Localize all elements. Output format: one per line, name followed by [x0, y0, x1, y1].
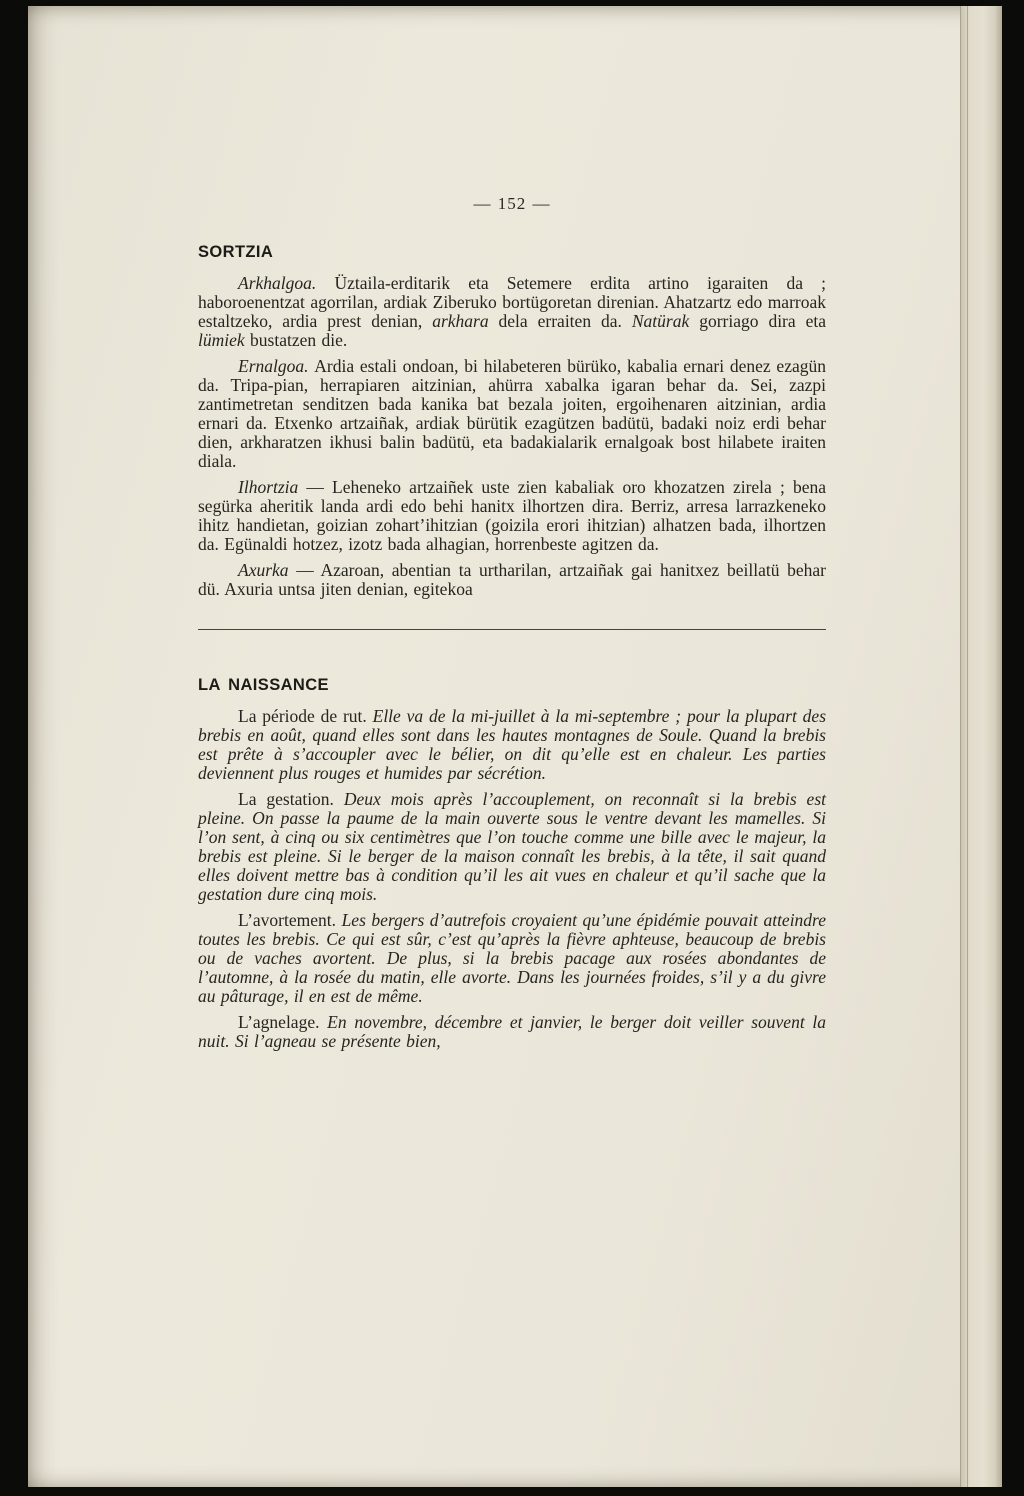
- section-heading-la-naissance: LA NAISSANCE: [198, 676, 329, 694]
- section-la-naissance: [198, 676, 826, 1051]
- page-content: [198, 194, 826, 1058]
- paragraph-text: arkhara: [432, 311, 489, 331]
- paragraph-text: Üztaila-erditarik eta Setemere erdita artino igaraiten da ; haboroenentzat agorrilan, ardiak Ziberuko bortügoretan direnian. Ahatzartz edo marroak estaltzeko, ardia prest denian,: [198, 273, 826, 331]
- paragraph-text: Ardia estali ondoan, bi hilabeteren bürüko, kabalia ernari denez ezagün da. Tripa-pian, herrapiaren aitzinian, ahürra xabalka igaran behar da. Sei, zazpi zantimetretan senditzen bada kanika bat bezala joiten, ergoihenaren aitzinian, ardia ernari da. Etxenko artzaiñak, ardiak bürütik ezagützen badütü, badaki noiz erdi behar dien, arkharatzen ikhusi balin badütü, eta badakialarik ernalgoak bost hilabete iraiten diala.: [198, 356, 826, 471]
- paragraph-lead: Ernalgoa.: [238, 356, 315, 376]
- paragraph-lead: La période de rut.: [238, 706, 373, 726]
- paragraph: [198, 274, 826, 350]
- paragraph-text: Natürak: [631, 311, 690, 331]
- paragraph: [198, 478, 826, 554]
- paragraph-text: bustatzen die.: [244, 330, 348, 350]
- paragraph: [198, 911, 826, 1006]
- page-fold-line: [967, 6, 968, 1487]
- paragraph-text: dela erraiten da.: [488, 311, 632, 331]
- paragraph-lead: Axurka: [238, 560, 297, 580]
- section-divider: [198, 629, 826, 630]
- page-edge: [960, 6, 1002, 1487]
- page-number: — 152 —: [473, 194, 551, 213]
- paragraph-lead: Ilhortzia: [238, 477, 307, 497]
- paragraph-text: En novembre, décembre et janvier, le berger doit veiller souvent la nuit. Si l’agneau se présente bien,: [198, 1012, 826, 1051]
- paragraph-text: lümiek: [198, 330, 245, 350]
- paragraph-lead: L’avortement.: [238, 910, 342, 930]
- paragraph: [198, 1013, 826, 1051]
- section-heading-sortzia: SORTZIA: [198, 243, 274, 261]
- paragraph-text: — Leheneko artzaiñek uste zien kabaliak oro khozatzen zirela ; bena segürka aheritik landa ardi edo behi hanitx ilhortzen dira. Berriz, arresa larrazkeneko ihitz handietan, goizian zohart’ihitzian (goizila erori ihitzian) alhatzen bada, ilhortzen da. Egünaldi hotzez, izotz bada alhagian, horrenbeste agitzen da.: [198, 477, 826, 554]
- paragraph-text: Les bergers d’autrefois croyaient qu’une épidémie pouvait atteindre toutes les brebis. Ce qui est sûr, c’est qu’après la fièvre aphteuse, beaucoup de brebis ou de vaches avortent. De plus, si la brebis pacage aux rosées abondantes de l’automne, à la rosée du matin, elle avorte. Dans les journées froides, s’il y a du givre au pâturage, il en est de même.: [198, 910, 826, 1006]
- paragraph-text: gorriago dira eta: [689, 311, 827, 331]
- paragraph: [198, 357, 826, 471]
- book-page: [28, 6, 1002, 1487]
- paragraph-text: — Azaroan, abentian ta urtharilan, artzaiñak gai hanitxez beillatü behar dü. Axuria untsa jiten denian, egitekoa: [198, 560, 826, 599]
- paragraph-lead: La gestation.: [238, 789, 344, 809]
- paragraph-text: Deux mois après l’accouplement, on reconnaît si la brebis est pleine. On passe la paume de la main ouverte sous le ventre devant les mamelles. Si l’on sent, à cinq ou six centimètres que l’on touche comme une bille avec le majeur, la brebis est pleine. Si le berger de la maison connaît les brebis, à la tête, il sait quand elles doivent mettre bas à condition qu’il les ait vues en chaleur et qu’il sache que la gestation dure cinq mois.: [198, 789, 826, 904]
- section-paragraphs-sortzia: [198, 274, 826, 599]
- paragraph-lead: Arkhalgoa.: [238, 273, 335, 293]
- section-paragraphs-la-naissance: [198, 707, 826, 1051]
- paragraph-lead: L’agnelage.: [238, 1012, 328, 1032]
- paragraph: [198, 790, 826, 904]
- section-sortzia: [198, 243, 826, 599]
- paragraph: [198, 561, 826, 599]
- paragraph-text: Elle va de la mi-juillet à la mi-septembre ; pour la plupart des brebis en août, quand elles sont dans les hautes montagnes de Soule. Quand la brebis est prête à s’accoupler avec le bélier, on dit qu’elle est en chaleur. Les parties deviennent plus rouges et humides par sécrétion.: [198, 706, 826, 783]
- paragraph: [198, 707, 826, 783]
